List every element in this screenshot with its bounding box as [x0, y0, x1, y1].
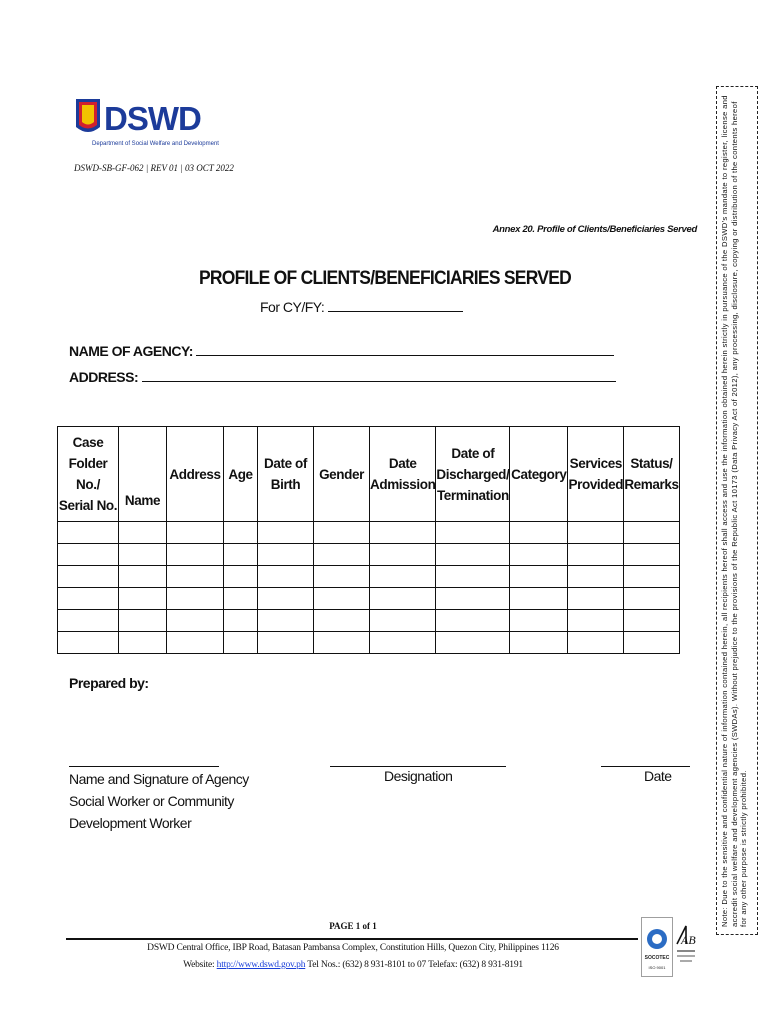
address-label: ADDRESS:: [69, 369, 139, 385]
table-cell[interactable]: [436, 632, 510, 654]
cyfy-field[interactable]: [260, 298, 463, 315]
table-row: [58, 588, 680, 610]
table-row: [58, 522, 680, 544]
svg-text:AB: AB: [681, 933, 696, 947]
table-row: [58, 544, 680, 566]
col-services-provided: Services Provided: [568, 427, 624, 522]
table-cell[interactable]: [314, 544, 370, 566]
address-field[interactable]: [69, 368, 616, 385]
contact-numbers: Tel Nos.: (632) 8 931-8101 to 07 Telefax: (632) 8 931-8191: [307, 960, 523, 970]
table-cell[interactable]: [224, 610, 258, 632]
table-cell[interactable]: [167, 522, 224, 544]
table-cell[interactable]: [167, 610, 224, 632]
website-label: Website:: [183, 960, 215, 970]
website-link[interactable]: http://www.dswd.gov.ph: [216, 960, 306, 970]
table-cell[interactable]: [568, 632, 624, 654]
table-cell[interactable]: [314, 610, 370, 632]
table-cell[interactable]: [624, 544, 679, 566]
table-cell[interactable]: [624, 588, 679, 610]
table-cell[interactable]: [510, 566, 568, 588]
document-reference: DSWD-SB-GF-062 | REV 01 | 03 OCT 2022: [74, 163, 234, 173]
table-cell[interactable]: [436, 544, 510, 566]
table-row: [58, 632, 680, 654]
table-header-row: [58, 427, 680, 522]
table-cell[interactable]: [624, 632, 679, 654]
table-cell[interactable]: [370, 544, 436, 566]
table-cell[interactable]: [167, 632, 224, 654]
table-cell[interactable]: [510, 544, 568, 566]
table-cell[interactable]: [568, 588, 624, 610]
table-cell[interactable]: [370, 610, 436, 632]
table-cell[interactable]: [436, 610, 510, 632]
designation-line[interactable]: [330, 765, 506, 767]
cert-label-2: ISO 9001: [648, 965, 666, 970]
table-cell[interactable]: [314, 522, 370, 544]
table-cell[interactable]: [436, 588, 510, 610]
cyfy-label: For CY/FY:: [260, 299, 325, 315]
col-name: Name: [119, 427, 167, 522]
table-cell[interactable]: [258, 610, 314, 632]
table-cell[interactable]: [624, 610, 679, 632]
table-cell[interactable]: [58, 522, 119, 544]
table-cell[interactable]: [314, 588, 370, 610]
table-body: [58, 522, 680, 654]
table-cell[interactable]: [167, 544, 224, 566]
address-blank[interactable]: [142, 368, 616, 382]
cyfy-blank[interactable]: [328, 298, 463, 312]
table-cell[interactable]: [258, 522, 314, 544]
table-cell[interactable]: [58, 544, 119, 566]
note-box-left-border: [716, 86, 718, 935]
logo-text: DSWD: [104, 100, 201, 137]
footer-divider: [66, 938, 638, 940]
agency-worker-signature-line[interactable]: [69, 765, 219, 767]
col-date-admission: Date Admission: [370, 427, 436, 522]
table-cell[interactable]: [314, 566, 370, 588]
accreditation-logo: [673, 914, 699, 976]
col-age: Age: [224, 427, 258, 522]
table-cell[interactable]: [624, 522, 679, 544]
date-line[interactable]: [601, 765, 690, 767]
table-cell[interactable]: [370, 566, 436, 588]
col-address: Address: [167, 427, 224, 522]
table-cell[interactable]: [436, 522, 510, 544]
table-cell[interactable]: [370, 632, 436, 654]
agency-worker-caption: Name and Signature of Agency Social Worker or Community Development Worker: [69, 771, 249, 831]
socotec-certification-logo: [641, 917, 673, 977]
cert-label: SOCOTEC: [644, 955, 670, 961]
table-cell[interactable]: [119, 566, 167, 588]
col-date-discharged: Date of Discharged/ Termination: [436, 427, 510, 522]
page-number: PAGE 1 of 1: [329, 921, 377, 931]
table-cell[interactable]: [568, 544, 624, 566]
table-cell[interactable]: [510, 610, 568, 632]
date-caption: Date: [644, 768, 672, 784]
table-cell[interactable]: [119, 588, 167, 610]
form-title: PROFILE OF CLIENTS/BENEFICIARIES SERVED: [198, 268, 572, 289]
table-cell[interactable]: [119, 522, 167, 544]
agency-blank[interactable]: [196, 342, 614, 356]
table-cell[interactable]: [224, 566, 258, 588]
table-cell[interactable]: [119, 632, 167, 654]
table-cell[interactable]: [624, 566, 679, 588]
table-cell[interactable]: [568, 610, 624, 632]
designation-caption: Designation: [384, 768, 453, 784]
table-cell[interactable]: [510, 588, 568, 610]
table-cell[interactable]: [258, 544, 314, 566]
table-cell[interactable]: [58, 588, 119, 610]
agency-field[interactable]: [69, 342, 614, 359]
table-cell[interactable]: [224, 632, 258, 654]
table-cell[interactable]: [370, 588, 436, 610]
table-cell[interactable]: [119, 610, 167, 632]
table-cell[interactable]: [167, 588, 224, 610]
logo-subtitle: Department of Social Welfare and Development: [92, 141, 219, 147]
table-cell[interactable]: [258, 588, 314, 610]
col-case-folder: Case Folder No./ Serial No.: [58, 427, 119, 522]
table-cell[interactable]: [568, 522, 624, 544]
table-cell[interactable]: [167, 566, 224, 588]
table-cell[interactable]: [58, 632, 119, 654]
prepared-by-label: Prepared by:: [69, 675, 149, 691]
table-cell[interactable]: [510, 522, 568, 544]
confidentiality-note: Note: Due to the sensitive and confidential nature of information contained herein, all recipients hereof shall access and use the information obtained herein strictly in pursuance of the DSWD's mandate to register, license and accredit social welfare and development agencies (SWDAs). Without prejudice to the provisions of the Republic Act 10173 (Data Privacy Act of 2012), any processing, disclosure, copying or distribution of the contents hereof for any other purpose is strictly prohibited.: [720, 95, 749, 927]
col-date-of-birth: Date of Birth: [258, 427, 314, 522]
profile-table: [57, 426, 680, 654]
table-cell[interactable]: [224, 522, 258, 544]
table-cell[interactable]: [258, 632, 314, 654]
agency-label: NAME OF AGENCY:: [69, 343, 193, 359]
table-cell[interactable]: [224, 544, 258, 566]
footer-address: DSWD Central Office, IBP Road, Batasan Pambansa Complex, Constitution Hills, Quezon City, Philippines 1126: [147, 943, 559, 953]
table-cell[interactable]: [58, 566, 119, 588]
col-status-remarks: Status/ Remarks: [624, 427, 679, 522]
table-cell[interactable]: [314, 632, 370, 654]
table-cell[interactable]: [58, 610, 119, 632]
table-cell[interactable]: [370, 522, 436, 544]
table-cell[interactable]: [510, 632, 568, 654]
col-category: Category: [510, 427, 568, 522]
col-gender: Gender: [314, 427, 370, 522]
table-cell[interactable]: [568, 566, 624, 588]
table-cell[interactable]: [119, 544, 167, 566]
table-cell[interactable]: [224, 588, 258, 610]
table-row: [58, 610, 680, 632]
footer-contacts: [0, 960, 706, 970]
annex-label: Annex 20. Profile of Clients/Beneficiaries Served: [492, 224, 697, 235]
table-cell[interactable]: [258, 566, 314, 588]
table-row: [58, 566, 680, 588]
table-cell[interactable]: [436, 566, 510, 588]
